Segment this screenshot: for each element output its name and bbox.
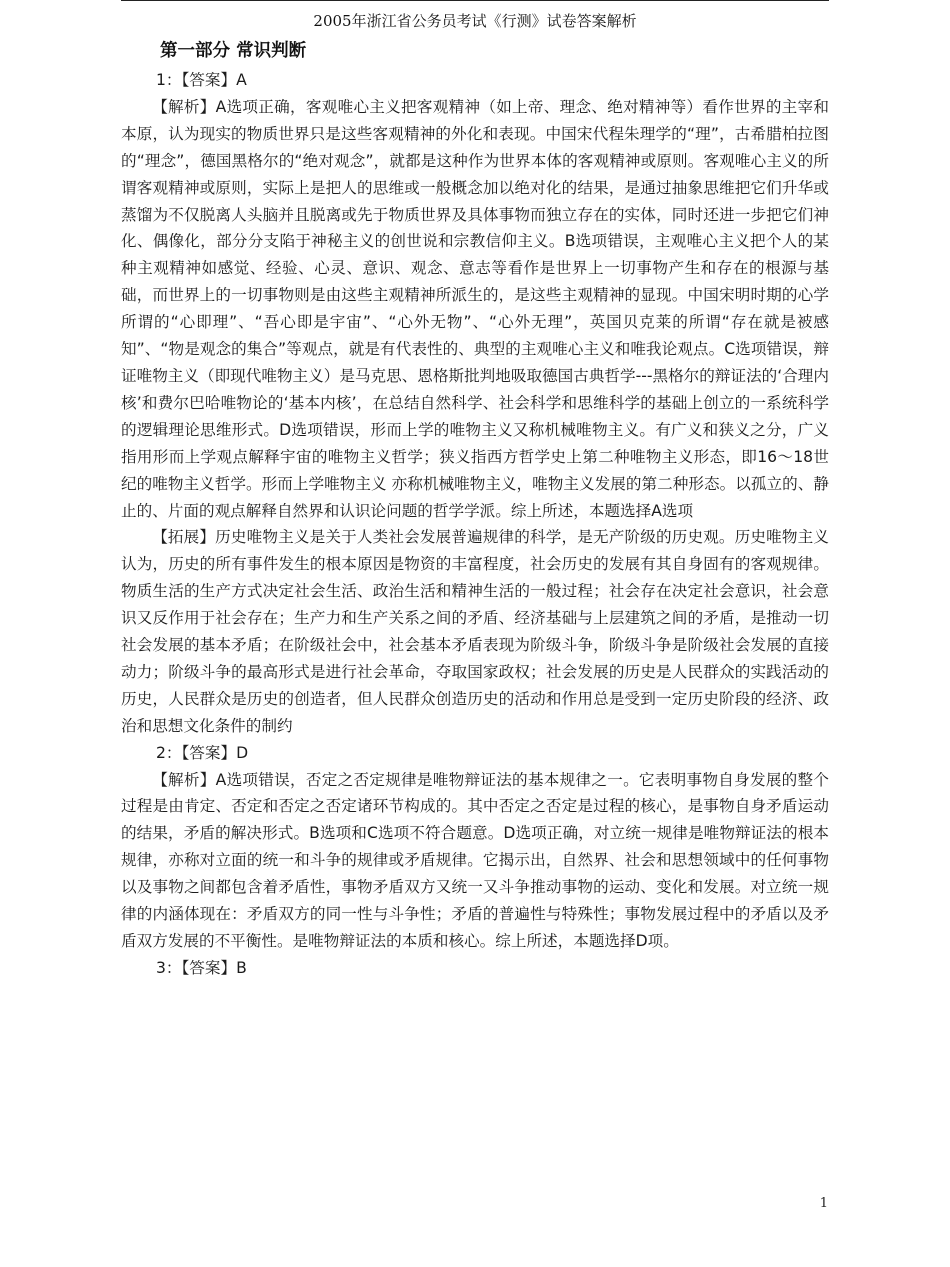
question-2-analysis: 【解析】A选项错误，否定之否定规律是唯物辩证法的基本规律之一。它表明事物自身发展的整个过程是由肯定、否定和否定之否定诸环节构成的。其中否定之否定是过程的核心，是事物自身矛盾运动的结果，矛盾的解决形式。B选项和C选项不符合题意。D选项正确，对立统一规律是唯物辩证法的根本规律，亦称对立面的统一和斗争的规律或矛盾规律。它揭示出，自然界、社会和思想领域中的任何事物以及事物之间都包含着矛盾性，事物矛盾双方又统一又斗争推动事物的运动、变化和发展。对立统一规律的内涵体现在：矛盾双方的同一性与斗争性；矛盾的普遍性与特殊性；事物发展过程中的矛盾以及矛盾双方发展的不平衡性。是唯物辩证法的本质和核心。综上所述，本题选择D项。 — [121, 770, 829, 950]
question-1-analysis: 【解析】A选项正确，客观唯心主义把客观精神（如上帝、理念、绝对精神等）看作世界的主宰和本原，认为现实的物质世界只是这些客观精神的外化和表现。中国宋代程朱理学的“理”，古希腊柏拉图的“理念”，德国黑格尔的“绝对观念”，就都是这种作为世界本体的客观精神或原则。客观唯心主义的所谓客观精神或原则，实际上是把人的思维或一般概念加以绝对化的结果，是通过抽象思维把它们升华或蒸馏为不仅脱离人头脑并且脱离或先于物质世界及具体事物而独立存在的实体，同时还进一步把它们神化、偶像化，部分分支陷于神秘主义的创世说和宗教信仰主义。B选项错误，主观唯心主义把个人的某种主观精神如感觉、经验、心灵、意识、观念、意志等看作是世界上一切事物产生和存在的根源与基础，而世界上的一切事物则是由这些主观精神所派生的，是这些主观精神的显现。中国宋明时期的心学所谓的“心即理”、“吾心即是宇宙”、“心外无物”、“心外无理”，英国贝克莱的所谓“存在就是被感知”、“物是观念的集合”等观点，就是有代表性的、典型的主观唯心主义和唯我论观点。C选项错误，辩证唯物主义（即现代唯物主义）是马克思、恩格斯批判地吸取德国古典哲学---黑格尔的辩证法的‘合理内核’和费尔巴哈唯物论的‘基本内核’，在总结自然科学、社会科学和思维科学的基础上创立的一系统科学的逻辑理论思维形式。D选项错误，形而上学的唯物主义又称机械唯物主义。有广义和狭义之分，广义指用形而上学观点解释宇宙的唯物主义哲学；狭义指西方哲学史上第二种唯物主义形态，即16～18世纪的唯物主义哲学。形而上学唯物主义 亦称机械唯物主义，唯物主义发展的第二种形态。以孤立的、静止的、片面的观点解释自然界和认识论问题的哲学学派。综上所述，本题选择A选项 — [121, 97, 829, 520]
question-2-answer: 2：【答案】D — [156, 743, 249, 762]
section-title: 第一部分 常识判断 — [160, 41, 307, 61]
page-header-title: 2005年浙江省公务员考试《行测》试卷答案解析 — [313, 12, 637, 30]
question-1-answer: 1：【答案】A — [156, 71, 247, 89]
question-3-answer: 3：【答案】B — [156, 958, 247, 977]
question-1-extension: 【拓展】历史唯物主义是关于人类社会发展普遍规律的科学，是无产阶级的历史观。历史唯物主义认为，历史的所有事件发生的根本原因是物资的丰富程度，社会历史的发展有其自身固有的客观规律。物质生活的生产方式决定社会生活、政治生活和精神生活的一般过程；社会存在决定社会意识，社会意识又反作用于社会存在；生产力和生产关系之间的矛盾、经济基础与上层建筑之间的矛盾，是推动一切社会发展的基本矛盾；在阶级社会中，社会基本矛盾表现为阶级斗争，阶级斗争是阶级社会发展的直接动力；阶级斗争的最高形式是进行社会革命，夺取国家政权；社会发展的历史是人民群众的实践活动的历史，人民群众是历史的创造者，但人民群众创造历史的活动和作用总是受到一定历史阶段的经济、政治和思想文化条件的制约 — [121, 528, 829, 735]
header-rule — [121, 0, 829, 1]
page-number: 1 — [819, 1196, 828, 1211]
document-body — [121, 38, 829, 982]
